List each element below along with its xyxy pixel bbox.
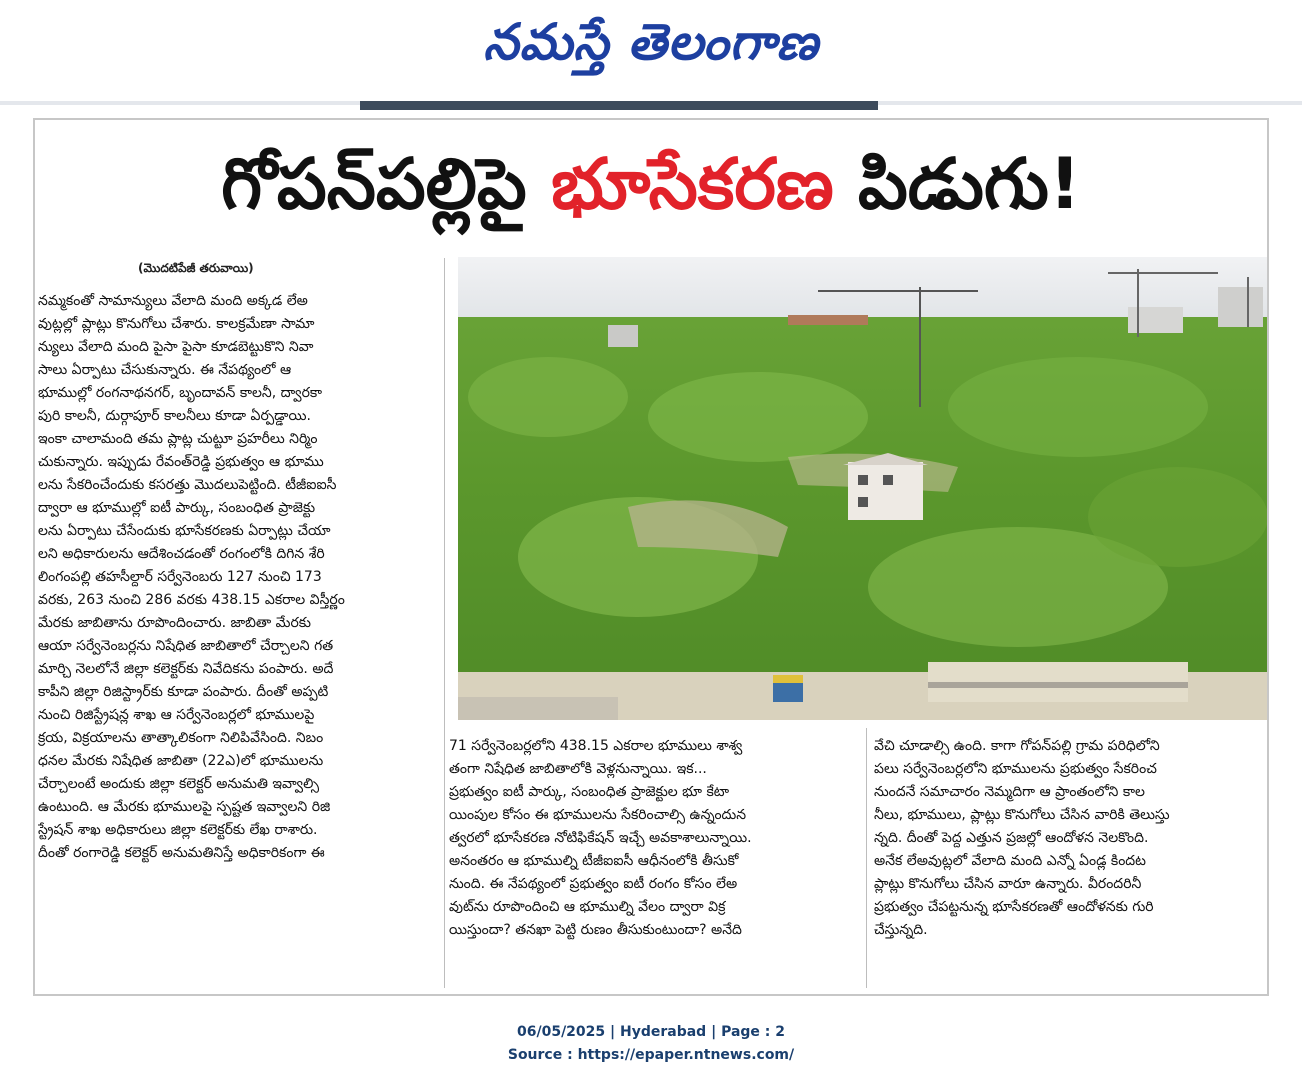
column-line: ఆయా సర్వేనెంబర్లను నిషేధిత జాబితాలో చేర్చాలని గత — [38, 638, 334, 654]
column-line: ద్వారా ఆ భూముల్లో ఐటీ పార్కు, సంబంధిత ప్రాజెక్టు — [38, 500, 316, 516]
footer-date-edition: 06/05/2025 | Hyderabad | Page : 2 — [516, 1024, 786, 1040]
column-line: లని అధికారులను ఆదేశించడంతో రంగంలోకి దిగిన శేరి — [38, 546, 325, 562]
column-line: ప్రభుత్వం ఐటీ పార్కు, సంబంధిత ప్రాజెక్టుల భూ కేటా — [449, 784, 730, 800]
footer-source: Source : https://epaper.ntnews.com/ — [507, 1047, 795, 1063]
column-line: వుట్‌ను రూపొందించి ఆ భూముల్ని వేలం ద్వారా విక్ర — [449, 899, 726, 915]
column-line: అనంతరం ఆ భూముల్ని టీజీఐఐసీ ఆధీనంలోకి తీసుకో — [449, 853, 739, 869]
column-line: అనేక లేఅవుట్లలో వేలాది మంది ఎన్నో ఏండ్ల కిందట — [874, 853, 1146, 869]
article-column-1 — [38, 290, 436, 865]
continuation-kicker: (మొదటిపేజీ తరువాయి) — [138, 261, 254, 275]
headline-part-2-highlight: భూసేకరణ — [551, 143, 834, 225]
article-photo — [458, 257, 1267, 720]
column-line: వరకు, 263 నుంచి 286 వరకు 438.15 ఎకరాల విస్తీర్ణం — [38, 592, 345, 608]
column-line: మార్చి నెలలోనే జిల్లా కలెక్టర్‌కు నివేదికను పంపారు. అదే — [38, 661, 334, 677]
headline-part-1: గోపన్‌పల్లిపై — [221, 143, 552, 225]
column-line: మేరకు జాబితాను రూపొందించారు. జాబితా మేరకు — [38, 615, 311, 631]
column-line: నుంచి రిజిస్ట్రేషన్ల శాఖ ఆ సర్వేనెంబర్లలో భూములపై — [38, 707, 315, 723]
column-line: ధనల మేరకు నిషేధిత జాబితా (22ఎ)లో భూములను — [38, 753, 324, 769]
column-divider — [866, 728, 867, 988]
masthead-bar — [360, 101, 878, 110]
column-line: నమ్మకంతో సామాన్యులు వేలాది మంది అక్కడ లేఅ — [38, 293, 308, 309]
column-line: లను ఏర్పాటు చేసేందుకు భూసేకరణకు ఏర్పాట్లు చేయా — [38, 523, 331, 539]
column-line: స్ట్రేషన్ శాఖ అధికారులు జిల్లా కలెక్టర్‌కు లేఖ రాశారు. — [38, 822, 318, 838]
column-line: తంగా నిషేధిత జాబితాలోకి వెళ్లనున్నాయి. ఇక... — [449, 761, 707, 777]
column-line: ఇంకా చాలామంది తమ ప్లాట్ల చుట్టూ ప్రహరీలు నిర్మిం — [38, 431, 318, 447]
newspaper-logo: నమస్తే తెలంగాణ — [483, 13, 819, 71]
column-line: నుంది. ఈ నేపథ్యంలో ప్రభుత్వం ఐటీ రంగం కోసం లేఅ — [449, 876, 738, 892]
column-line: యిస్తుందా? తనఖా పెట్టి రుణం తీసుకుంటుందా? అనేది — [449, 922, 742, 938]
column-line: పురి కాలనీ, దుర్గాపూర్ కాలనీలు కూడా ఏర్పడ్డాయి. — [38, 408, 311, 424]
column-line: చుకున్నారు. ఇప్పుడు రేవంత్‌రెడ్డి ప్రభుత్వం ఆ భూము — [38, 454, 324, 470]
article-column-3 — [874, 735, 1264, 942]
article-headline — [33, 136, 1269, 232]
column-line: లింగంపల్లి తహసీల్దార్ సర్వేనెంబరు 127 నుంచి 173 — [38, 569, 322, 585]
article-column-2 — [449, 735, 854, 942]
column-line: నుందనే సమాచారం నెమ్మదిగా ఆ ప్రాంతంలోని కాల — [874, 784, 1145, 800]
masthead — [0, 0, 1302, 100]
column-line: క్రయ, విక్రయాలను తాత్కాలికంగా నిలిపివేసింది. నిబం — [38, 730, 324, 746]
column-line: లను సేకరించేందుకు కసరత్తు మొదలుపెట్టింది. టీజీఐఐసీ — [38, 477, 337, 493]
column-line: దీంతో రంగారెడ్డి కలెక్టర్ అనుమతినిస్తే అధికారికంగా ఈ — [38, 845, 325, 861]
column-line: వేచి చూడాల్సి ఉంది. కాగా గోపన్‌పల్లి గ్రామ పరిధిలోని — [874, 738, 1160, 754]
column-line: ప్లాట్లు కొనుగోలు చేసిన వారూ ఉన్నారు. వీరందరినీ — [874, 876, 1142, 892]
column-line: నీలు, భూములు, ప్లాట్లు కొనుగోలు చేసిన వారికి తెలుస్తు — [874, 807, 1170, 823]
column-line: యింపుల కోసం ఈ భూములను సేకరించాల్సి ఉన్నందున — [449, 807, 747, 823]
column-line: త్వరలో భూసేకరణ నోటిఫికేషన్ ఇచ్చే అవకాశాలున్నాయి. — [449, 830, 752, 846]
column-line: పలు సర్వేనెంబర్లలోని భూములను ప్రభుత్వం సేకరించ — [874, 761, 1157, 777]
column-line: 71 సర్వేనెంబర్లలోని 438.15 ఎకరాల భూములు శాశ్వ — [449, 738, 743, 754]
column-line: న్నది. దీంతో పెద్ద ఎత్తున ప్రజల్లో ఆందోళన నెలకొంది. — [874, 830, 1149, 846]
column-line: చేస్తున్నది. — [874, 922, 928, 938]
headline-part-3: పిడుగు! — [833, 143, 1081, 225]
column-line: కాపీని జిల్లా రిజిస్ట్రార్‌కు కూడా పంపారు. దీంతో అప్పటి — [38, 684, 329, 700]
column-line: ప్రభుత్వం చేపట్టనున్న భూసేకరణతో ఆందోళనకు గురి — [874, 899, 1154, 915]
column-line: చేర్చాలంటే అందుకు జిల్లా కలెక్టర్ అనుమతి ఇవ్వాల్సి — [38, 776, 320, 792]
column-line: న్యులు వేలాది మంది పైసా పైసా కూడబెట్టుకొని నివా — [38, 339, 314, 355]
column-line: భూముల్లో రంగనాథనగర్, బృందావన్ కాలనీ, ద్వారకా — [38, 385, 323, 401]
column-divider — [444, 258, 445, 988]
column-line: వుట్లల్లో ప్లాట్లు కొనుగోలు చేశారు. కాలక్రమేణా సామా — [38, 316, 315, 332]
column-line: ఉంటుంది. ఆ మేరకు భూములపై స్పష్టత ఇవ్వాలని రిజి — [38, 799, 331, 815]
column-line: సాలు ఏర్పాటు చేసుకున్నారు. ఈ నేపథ్యంలో ఆ — [38, 362, 292, 378]
